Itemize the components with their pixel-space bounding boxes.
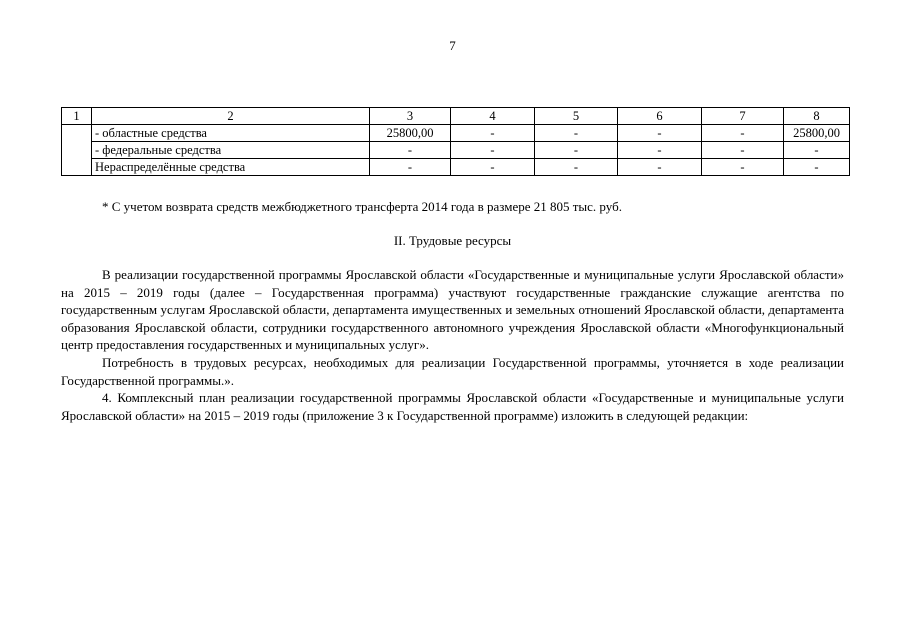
table-cell: - bbox=[535, 125, 618, 142]
paragraph: 4. Комплексный план реализации государственной программы Ярославской области «Государственные и муниципальные услуги Ярославской области» на 2015 – 2019 годы (приложение 3 к Государственной программе) изложить в следующей редакции: bbox=[61, 390, 844, 423]
table-cell: - областные средства bbox=[92, 125, 370, 142]
paragraph: В реализации государственной программы Ярославской области «Государственные и муниципальные услуги Ярославской области» на 2015 – 2019 годы (далее – Государственная программа) участвуют государственные гражданские служащие агентства по государственным услугам Ярославской области, департамента имущественных и земельных отношений Ярославской области, департамента образования Ярославской области, сотрудники государственного автономного учреждения Ярославской области «Многофункциональный центр предоставления государственных и муниципальных услуг». bbox=[61, 267, 844, 353]
paragraph: Потребность в трудовых ресурсах, необходимых для реализации Государственной программы, уточняется в ходе реализации Государственной программы.». bbox=[61, 354, 844, 388]
header-cell: 8 bbox=[784, 108, 850, 125]
table-cell: - bbox=[702, 125, 784, 142]
table-cell bbox=[62, 125, 92, 176]
header-cell: 2 bbox=[92, 108, 370, 125]
header-cell: 1 bbox=[62, 108, 92, 125]
header-cell: 6 bbox=[618, 108, 702, 125]
table-cell: - bbox=[370, 159, 451, 176]
table-cell: - bbox=[535, 142, 618, 159]
table-cell: - bbox=[702, 142, 784, 159]
section-title: II. Трудовые ресурсы bbox=[393, 233, 512, 248]
header-cell: 7 bbox=[702, 108, 784, 125]
table-cell: - bbox=[784, 159, 850, 176]
table-cell: 25800,00 bbox=[370, 125, 451, 142]
table-cell: - bbox=[370, 142, 451, 159]
footnote: * С учетом возврата средств межбюджетного трансферта 2014 года в размере 21 805 тыс. руб. bbox=[102, 199, 622, 214]
page-number: 7 bbox=[449, 38, 456, 53]
funding-table bbox=[61, 107, 850, 176]
header-cell: 4 bbox=[451, 108, 535, 125]
table-header-row bbox=[62, 108, 850, 125]
table-row bbox=[62, 125, 850, 142]
table-cell: - bbox=[618, 159, 702, 176]
table-cell: - bbox=[618, 142, 702, 159]
header-cell: 5 bbox=[535, 108, 618, 125]
table-cell: - bbox=[618, 125, 702, 142]
table-cell: - bbox=[535, 159, 618, 176]
header-cell: 3 bbox=[370, 108, 451, 125]
table-cell: - bbox=[451, 142, 535, 159]
table-cell: Нераспределённые средства bbox=[92, 159, 370, 176]
table-cell: - bbox=[451, 159, 535, 176]
table-cell: - bbox=[784, 142, 850, 159]
table-cell: - федеральные средства bbox=[92, 142, 370, 159]
table-cell: 25800,00 bbox=[784, 125, 850, 142]
table-row bbox=[62, 142, 850, 159]
body-text bbox=[61, 266, 844, 424]
table-cell: - bbox=[702, 159, 784, 176]
table-row bbox=[62, 159, 850, 176]
table-cell: - bbox=[451, 125, 535, 142]
